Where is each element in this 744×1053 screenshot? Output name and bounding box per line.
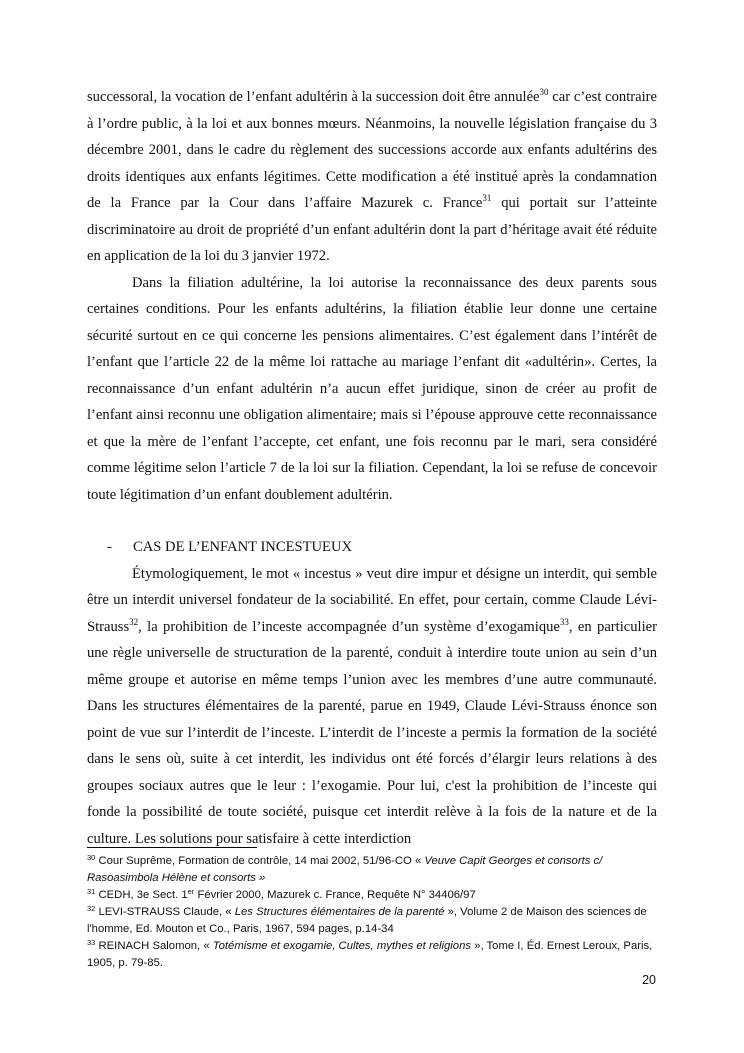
italic-title: Veuve Capit Georges et consorts c/ Rasoasimbola Hélène et consorts » [87,855,603,884]
footnote-number: 32 [87,904,96,913]
section-heading [87,534,657,561]
italic-title: Les Structures élémentaires de la parenté [234,906,445,918]
footnote-separator [87,847,257,848]
ordinal-suffix: er [187,887,195,896]
paragraph-filiation-adulterine: Dans la filiation adultérine, la loi autorise la reconnaissance des deux parents sous certaines conditions. Pour les enfants adultérins, la filiation établie leur donne une certaine sécurité surtout en ce qui concerne les pensions alimentaires. C’est également dans l’intérêt de l’enfant que l’article 22 de la même loi rattache au mariage l’enfant dit «adultérin». Certes, la reconnaissance d’un enfant adultérin n’a aucun effet juridique, sinon de créer au profit de l’enfant ainsi reconnu une obligation alimentaire; mais si l’épouse approuve cette reconnaissance et que la mère de l’enfant l’accepte, cet enfant, une fois reconnu par le mari, sera considéré comme légitime selon l’article 7 de la loi sur la filiation. Cependant, la loi se refuse de concevoir toute légitimation d’un enfant doublement adultérin. [87,274,657,503]
footnote-31 [87,887,657,904]
paragraph-inceste [87,561,657,853]
spacer [87,508,657,534]
footnote-ref-33[interactable]: 33 [559,616,569,627]
footnote-32 [87,904,657,938]
footnote-number: 30 [87,853,96,862]
footnote-30 [87,853,657,887]
paragraph-filiation-successorale [87,84,657,270]
text: Février 2000, Mazurek c. France, Requête N° 34406/97 [194,889,476,901]
text: car c’est contraire à l’ordre public, à la loi et aux bonnes mœurs. Néanmoins, la nouvelle législation française du 3 décembre 2001, dans le cadre du règlement des successions accorde aux enfants adultérins des droits identiques aux enfants légitimes. Cette modification a été institué après la condamnation de la France par la Cour dans l’affaire Mazurek c. France [87,89,657,211]
bullet-dash: - [107,539,112,555]
footnote-ref-32[interactable]: 32 [129,616,139,627]
text: », Volume 2 de Maison des sciences de l'homme, Ed. Mouton et Co., Paris, 1967, 594 pages, p.14-34 [87,906,647,935]
text: Étymologiquement, le mot « incestus » veut dire impur et désigne un interdit, qui semble être un interdit universel fondateur de la sociabilité. En effet, pour certain, comme Claude Lévi-Strauss [87,565,657,635]
text: REINACH Salomon, « [95,940,213,952]
footnote-ref-31[interactable]: 31 [482,193,492,203]
text: Cour Suprême, Formation de contrôle, 14 mai 2002, 51/96-CO « [95,855,425,867]
heading-text: CAS DE L’ENFANT INCESTUEUX [133,539,353,555]
document-body [87,84,657,852]
footnote-ref-30[interactable]: 30 [539,87,549,97]
page-number: 20 [642,973,656,987]
footnote-number: 33 [87,938,96,947]
text: LEVI-STRAUSS Claude, « [95,906,235,918]
footnotes [87,853,657,972]
text: qui portait sur l’atteinte discriminatoire au droit de propriété d’un enfant adultérin dont la part d’héritage avait été réduite en application de la loi du 3 janvier 1972. [87,195,657,264]
text: successoral, la vocation de l’enfant adultérin à la succession doit être annulée [87,89,540,105]
footnote-33 [87,938,657,972]
text: , en particulier une règle universelle de structuration de la parenté, conduit à interdire toute union au sein d’un même groupe et autorise en même temps l’union avec les membres d’une autre communauté. Dans les structures élémentaires de la parenté, parue en 1949, Claude Lévi-Strauss énonce son point de vue sur l’interdit de l’inceste. L’interdit de l’inceste a permis la formation de la société dans le sens où, suite à cet interdit, les individus ont été forcés d’élargir leurs relations à des groupes sociaux autres que le leur : l’exogamie. Pour lui, c'est la prohibition de l’inceste qui fonde la possibilité de toute société, puisque cet interdit relève à la fois de la nature et de la culture. Les solutions pour satisfaire à cette interdiction [87,618,657,847]
text: CEDH, 3e Sect. 1 [95,889,188,901]
text: , la prohibition de l’inceste accompagnée d’un système d’exogamique [138,618,560,635]
text: », Tome I, Éd. Ernest Leroux, Paris, 1905, p. 79-85. [87,940,653,969]
italic-title: Totémisme et exogamie, Cultes, mythes et religions [212,940,472,952]
footnote-number: 31 [87,887,96,896]
